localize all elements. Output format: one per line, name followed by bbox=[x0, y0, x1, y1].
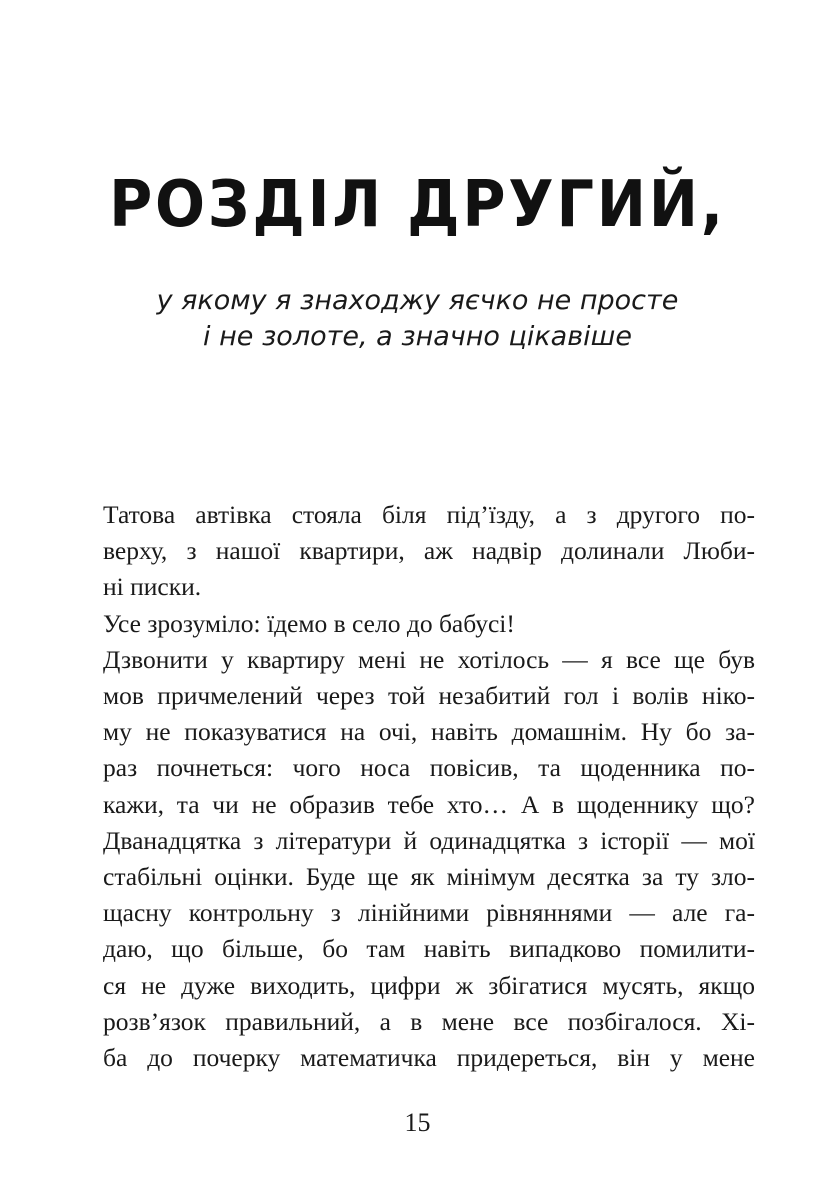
body-line: Усе зрозуміло: їдемо в село до бабусі! bbox=[103, 608, 515, 638]
body-line: раз почнеться: чого носа повісив, та щоденника по- bbox=[103, 753, 755, 783]
body-line: кажи, та чи не образив тебе хто… А в щоденнику що? bbox=[103, 789, 755, 819]
body-line: щасну контрольну з лінійними рівняннями — але га- bbox=[103, 898, 755, 928]
body-line: даю, що більше, бо там навіть випадково помилити- bbox=[103, 934, 755, 964]
chapter-subtitle bbox=[0, 283, 835, 355]
body-line: му не показуватися на очі, навіть домашнім. Ну бо за- bbox=[103, 717, 755, 747]
subtitle-line: і не золоте, а значно цікавіше bbox=[203, 321, 632, 352]
body-line: ся не дуже виходить, цифри ж збігатися мусять, якщо bbox=[103, 970, 755, 1000]
body-text bbox=[103, 497, 755, 1076]
body-line: Татова автівка стояла біля під’їзду, а з другого по- bbox=[103, 500, 755, 529]
body-line: мов причмелений через той незабитий гол і волів ніко- bbox=[103, 681, 755, 711]
body-line: Дзвонити у квартиру мені не хотілось — я все ще був bbox=[103, 644, 755, 674]
body-line: стабільні оцінки. Буде ще як мінімум десятка за ту зло- bbox=[103, 862, 755, 892]
body-line: ба до почерку математичка придереться, він у мене bbox=[103, 1043, 755, 1073]
body-line: розв’язок правильний, а в мене все позбігалося. Хі- bbox=[103, 1006, 755, 1036]
page-number: 15 bbox=[404, 1108, 431, 1137]
body-line: Дванадцятка з літератури й одинадцятка з історії — мої bbox=[103, 825, 755, 855]
subtitle-line: у якому я знаходжу яєчко не просте bbox=[156, 285, 679, 316]
body-line: ні писки. bbox=[103, 572, 202, 602]
chapter-title: РОЗДІЛ ДРУГИЙ, bbox=[109, 168, 726, 242]
body-line: верху, з нашої квартири, аж надвір долинали Люби- bbox=[103, 536, 755, 566]
